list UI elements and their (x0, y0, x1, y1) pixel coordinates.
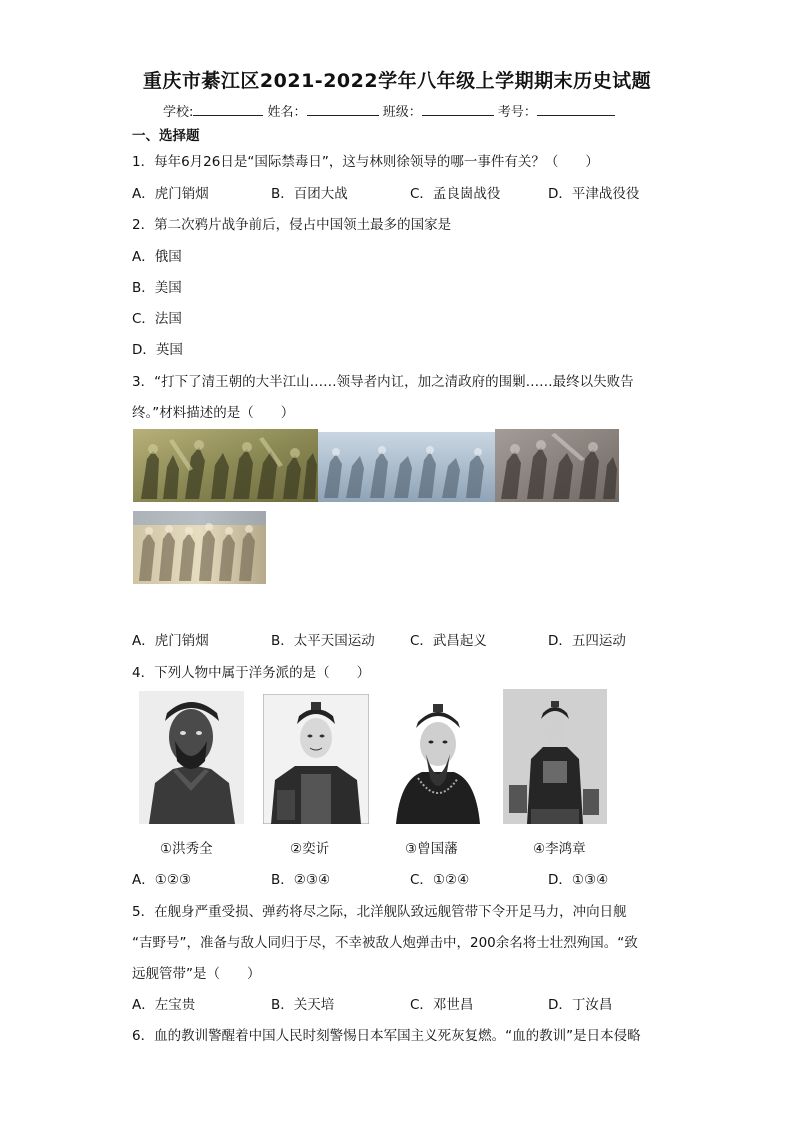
portrait-hong-xiuquan (139, 691, 244, 824)
relief-image-3 (495, 429, 619, 502)
caption-2: ②奕䜣 (290, 841, 330, 857)
question-4-option-d[interactable]: D．①③④ (548, 872, 609, 888)
portrait-li-hongzhang (503, 689, 607, 824)
question-2-option-d[interactable]: D．英国 (132, 342, 183, 358)
question-4-option-a[interactable]: A．①②③ (132, 872, 192, 888)
question-3-option-b[interactable]: B．太平天国运动 (271, 633, 375, 649)
portrait-yixin (263, 694, 369, 824)
portrait-zeng-guofan (392, 698, 484, 824)
school-label: 学校: (163, 105, 194, 120)
question-5-option-c[interactable]: C．邓世昌 (410, 997, 474, 1013)
question-5-option-d[interactable]: D．丁汝昌 (548, 997, 613, 1013)
exam-title: 重庆市綦江区2021-2022学年八年级上学期期末历史试题 (142, 70, 652, 92)
caption-3: ③曾国藩 (405, 841, 458, 857)
question-1-option-d[interactable]: D．平津战役役 (548, 186, 640, 202)
question-6-stem: 6．血的教训警醒着中国人民时刻警惕日本军国主义死灰复燃。“血的教训”是日本侵略 (132, 1028, 641, 1044)
question-5-stem-line-1: 5．在舰身严重受损、弹药将尽之际，北洋舰队致远舰管带下令开足马力，冲向日舰 (132, 904, 627, 920)
question-3-option-d[interactable]: D．五四运动 (548, 633, 626, 649)
relief-image-1 (133, 429, 318, 502)
question-1-stem: 1．每年6月26日是“国际禁毒日”，这与林则徐领导的哪一事件有关？（ ） (132, 154, 599, 170)
relief-image-2 (318, 432, 495, 502)
question-3-stem-line-2: 终。”材料描述的是（ ） (132, 405, 295, 421)
exam-number-blank[interactable] (537, 104, 615, 116)
question-2-stem: 2．第二次鸦片战争前后，侵占中国领土最多的国家是 (132, 217, 452, 233)
question-5-stem-line-3: 远舰管带”是（ ） (132, 966, 261, 982)
caption-4: ④李鸿章 (533, 841, 586, 857)
question-1-option-b[interactable]: B．百团大战 (271, 186, 348, 202)
question-4-option-b[interactable]: B．②③④ (271, 872, 331, 888)
relief-image-4 (133, 511, 266, 584)
question-1-option-c[interactable]: C．孟良崮战役 (410, 186, 501, 202)
question-3-option-c[interactable]: C．武昌起义 (410, 633, 487, 649)
name-blank[interactable] (307, 104, 379, 116)
class-label: 班级： (382, 105, 422, 120)
question-2-option-c[interactable]: C．法国 (132, 311, 182, 327)
exam-number-label: 考号： (497, 105, 537, 120)
student-info-row (163, 101, 615, 120)
caption-1: ①洪秀全 (160, 841, 213, 857)
question-3-stem-line-1: 3．“打下了清王朝的大半江山……领导者内讧，加之清政府的围剿……最终以失败告 (132, 374, 634, 390)
name-label: 姓名： (267, 105, 307, 120)
question-5-option-b[interactable]: B．关天培 (271, 997, 335, 1013)
question-2-option-b[interactable]: B．美国 (132, 280, 182, 296)
question-1-option-a[interactable]: A．虎门销烟 (132, 186, 209, 202)
question-3-option-a[interactable]: A．虎门销烟 (132, 633, 209, 649)
question-4-stem: 4．下列人物中属于洋务派的是（ ） (132, 665, 371, 681)
question-5-option-a[interactable]: A．左宝贵 (132, 997, 196, 1013)
section-heading: 一、选择题 (132, 128, 200, 144)
question-5-stem-line-2: “吉野号”，准备与敌人同归于尽，不幸被敌人炮弹击中，200余名将士壮烈殉国。“致 (132, 935, 638, 951)
class-blank[interactable] (422, 104, 494, 116)
question-2-option-a[interactable]: A．俄国 (132, 249, 182, 265)
school-blank[interactable] (193, 104, 263, 116)
question-4-option-c[interactable]: C．①②④ (410, 872, 470, 888)
